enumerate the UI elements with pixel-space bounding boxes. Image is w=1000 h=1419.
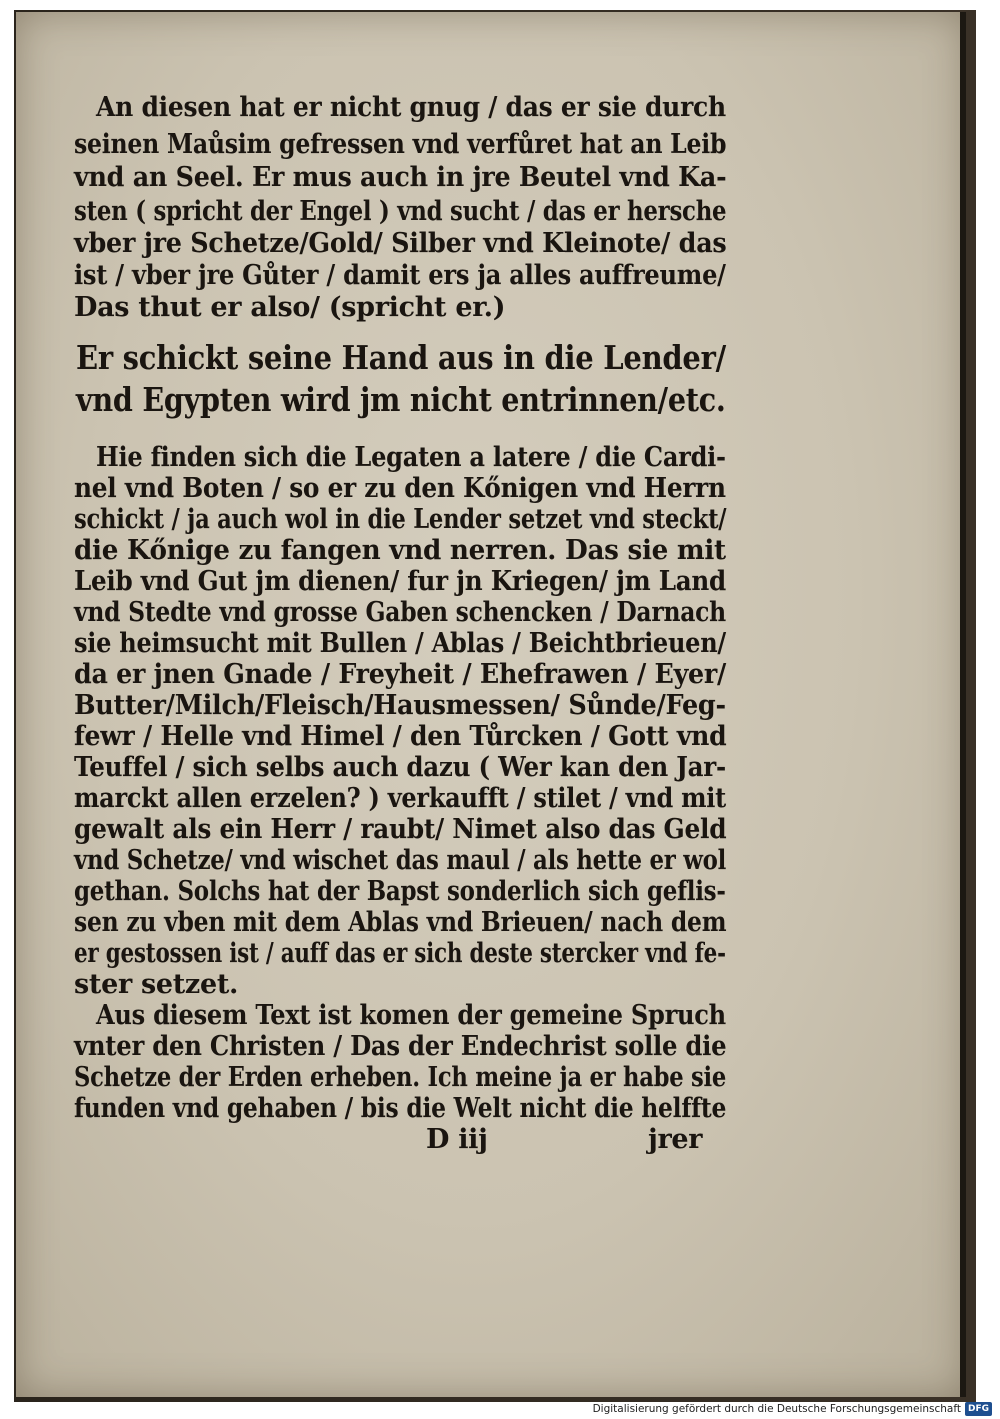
paragraph1-line-1: An diesen hat er nicht gnug / das er sie durch [96, 92, 726, 123]
paper-sheet [16, 12, 966, 1397]
paragraph2-line-3: schickt / ja auch wol in die Lender setzet vnd steckt/ [74, 504, 727, 535]
paragraph2-line-7: sie heimsucht mit Bullen / Ablas / Beichtbrieuen/ [74, 628, 726, 659]
paragraph2-line-11: Teuffel / sich selbs auch dazu ( Wer kan den Jar- [74, 752, 726, 783]
paragraph2-line-8: da er jnen Gnade / Freyheit / Ehefrawen / Eyer/ [74, 659, 726, 690]
paragraph2-line-18: ster setzet. [74, 969, 239, 1000]
paragraph3-line-4: funden vnd gehaben / bis die Welt nicht die helffte [74, 1093, 727, 1124]
paragraph1-line-3: vnd an Seel. Er mus auch in jre Beutel vnd Ka- [74, 162, 727, 193]
verse-heading-line-2: vnd Egypten wird jm nicht entrinnen/etc. [76, 380, 726, 419]
paragraph2-line-6: vnd Stedte vnd grosse Gaben schencken / Darnach [74, 597, 726, 628]
paragraph1-line-6: ist / vber jre Gůter / damit ers ja alles auffreume/ [74, 260, 726, 291]
paragraph2-line-16: sen zu vben mit dem Ablas vnd Brieuen/ nach dem [74, 907, 727, 938]
paragraph2-line-17: er gestossen ist / auff das er sich deste stercker vnd fe- [74, 938, 726, 969]
dfg-logo-icon: DFG [965, 1402, 992, 1416]
paragraph3-line-3: Schetze der Erden erheben. Ich meine ja er habe sie [74, 1062, 727, 1093]
paragraph2-line-14: vnd Schetze/ vnd wischet das maul / als hette er wol [74, 845, 727, 876]
verse-heading-line-1: Er schickt seine Hand aus in die Lender/ [76, 338, 726, 377]
paragraph2-line-1: Hie finden sich die Legaten a latere / die Cardi- [96, 442, 726, 473]
page-edge-shadow [960, 12, 966, 1397]
paragraph2-line-10: fewr / Helle vnd Himel / den Tůrcken / Gott vnd [74, 721, 727, 752]
paragraph2-line-12: marckt allen erzelen? ) verkaufft / stilet / vnd mit [74, 783, 726, 814]
funding-credit-text: Digitalisierung gefördert durch die Deutsche Forschungsgemeinschaft [592, 1403, 961, 1415]
paragraph2-line-15: gethan. Solchs hat der Bapst sonderlich sich geflis- [74, 876, 726, 907]
signature-mark: D iij [426, 1124, 488, 1155]
paragraph3-line-1: Aus diesem Text ist komen der gemeine Spruch [96, 1000, 726, 1031]
paragraph2-line-9: Butter/Milch/Fleisch/Hausmessen/ Sůnde/Feg- [74, 690, 726, 721]
paragraph1-line-4: sten ( spricht der Engel ) vnd sucht / das er hersche [74, 196, 727, 227]
paragraph2-line-2: nel vnd Boten / so er zu den Kőnigen vnd Herrn [74, 473, 726, 504]
paragraph3-line-2: vnter den Christen / Das der Endechrist solle die [74, 1031, 727, 1062]
catchword: jrer [648, 1124, 703, 1155]
paragraph2-line-5: Leib vnd Gut jm dienen/ fur jn Kriegen/ jm Land [74, 566, 726, 597]
paragraph2-line-13: gewalt als ein Herr / raubt/ Nimet also das Geld [74, 814, 727, 845]
paragraph1-line-5: vber jre Schetze/Gold/ Silber vnd Kleinote/ das [74, 228, 727, 259]
digitization-credit [593, 1401, 992, 1417]
paragraph1-line-7: Das thut er also/ (spricht er.) [74, 292, 506, 323]
paragraph2-line-4: die Kőnige zu fangen vnd nerren. Das sie mit [74, 535, 726, 566]
page-scan [14, 10, 976, 1402]
paragraph1-line-2: seinen Maůsim gefressen vnd verfůret hat an Leib [74, 129, 727, 160]
